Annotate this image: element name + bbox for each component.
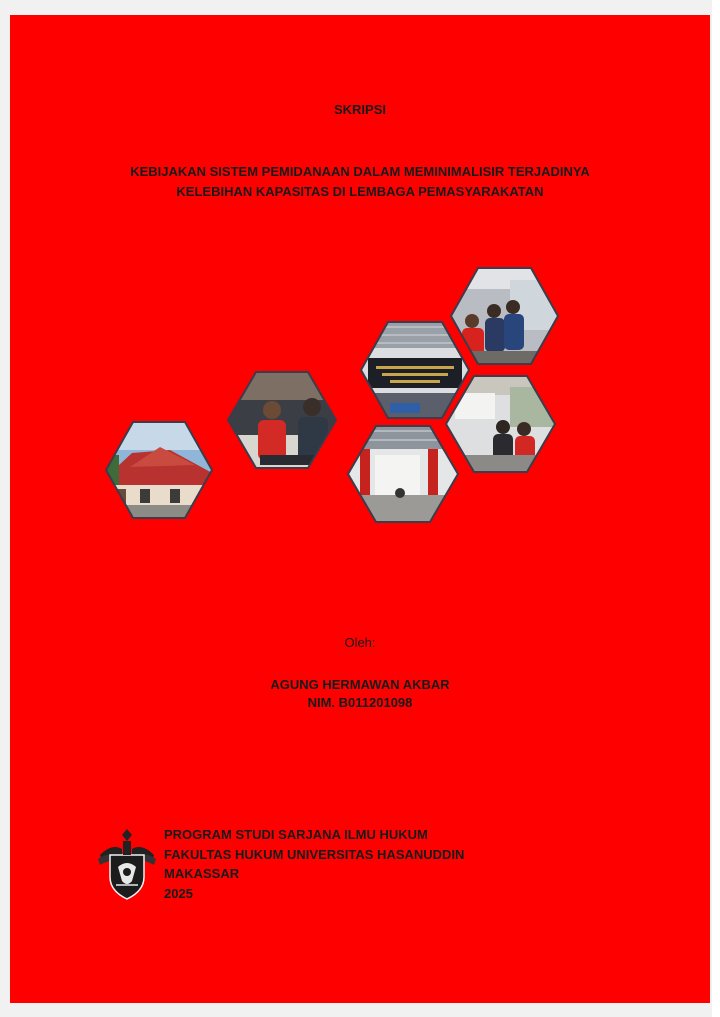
year-line: 2025 bbox=[164, 885, 193, 901]
city-line: MAKASSAR bbox=[164, 866, 240, 881]
page-edge bbox=[712, 0, 720, 1017]
document-type: SKRIPSI bbox=[333, 102, 386, 117]
institution-block bbox=[164, 825, 464, 903]
program-line: PROGRAM STUDI SARJANA ILMU HUKUM bbox=[164, 827, 428, 842]
cover-page bbox=[10, 15, 710, 1003]
corridor-photo bbox=[345, 423, 463, 525]
office-photo bbox=[443, 373, 558, 475]
by-label: Oleh: bbox=[344, 635, 376, 650]
university-emblem-icon bbox=[96, 825, 158, 903]
faculty-line: FAKULTAS HUKUM UNIVERSITAS HASANUDDIN bbox=[164, 846, 465, 862]
building-photo bbox=[100, 420, 220, 520]
title-line: KELEBIHAN KAPASITAS DI LEMBAGA PEMASYARAKATAN bbox=[176, 184, 544, 199]
author-name: AGUNG HERMAWAN AKBAR bbox=[270, 677, 450, 692]
title-line: KEBIJAKAN SISTEM PEMIDANAAN DALAM MEMINIMALISIR TERJADINYA bbox=[130, 164, 590, 179]
student-id: NIM. B011201098 bbox=[307, 695, 413, 710]
interview-photo bbox=[225, 370, 340, 470]
waiting-room-photo bbox=[448, 265, 563, 367]
